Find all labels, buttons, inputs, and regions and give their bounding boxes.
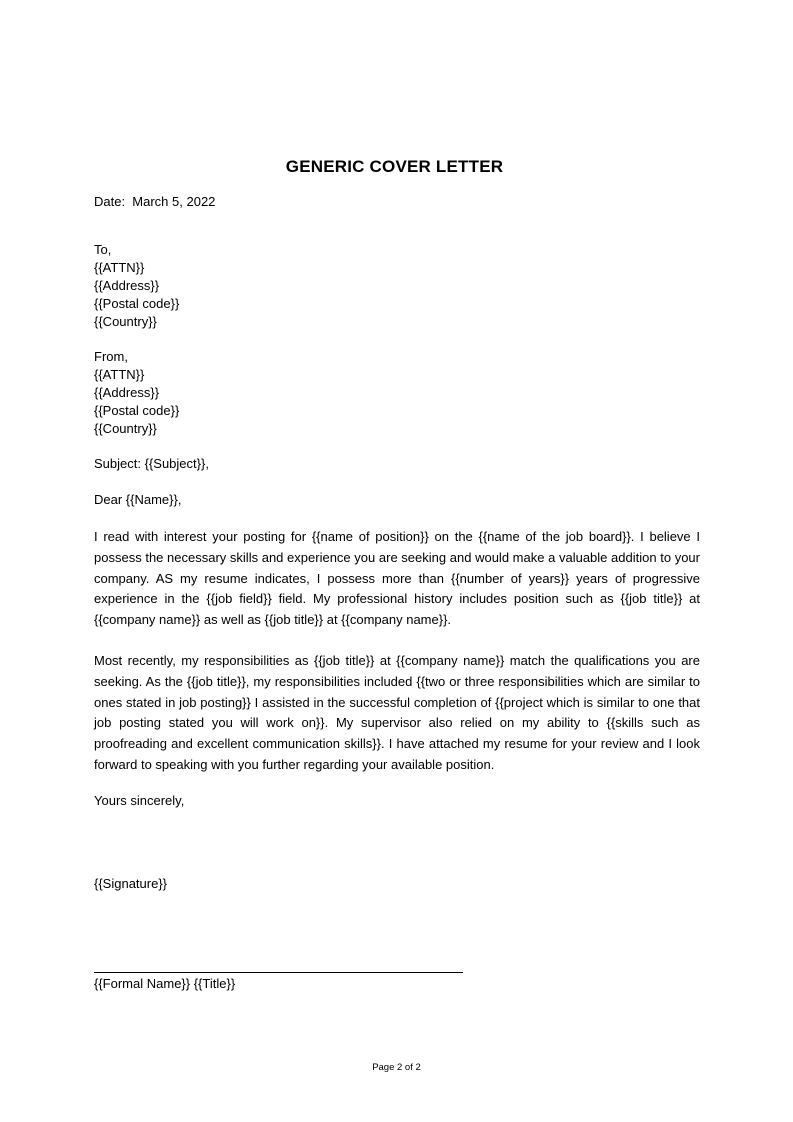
to-address: {{Address}}: [94, 278, 160, 293]
salutation: Dear {{Name}},: [94, 492, 182, 507]
to-postal-code: {{Postal code}}: [94, 296, 180, 311]
sender-address-block: [94, 348, 179, 438]
page-number-footer: Page 2 of 2: [372, 1062, 421, 1073]
from-label: From,: [94, 349, 128, 364]
document-title: GENERIC COVER LETTER: [285, 157, 504, 176]
from-country: {{Country}}: [94, 421, 157, 436]
body-paragraph: Most recently, my responsibilities as {{job title}} at {{company name}} match the qualifications you are seeking. As the {{job title}}, my responsibilities included {{two or three responsibilities which are similar to ones stated in job posting}} I assisted in the successful completion of {{project which is similar to one that job posting stated you will work on}}. My supervisor also relied on my ability to {{skills such as proofreading and excellent communication skills}}. I have attached my resume for your review and I look forward to speaking with you further regarding your available position.: [94, 653, 700, 772]
to-attn: {{ATTN}}: [94, 260, 145, 275]
signature-line: [94, 972, 463, 973]
from-attn: {{ATTN}}: [94, 367, 145, 382]
formal-name-title: {{Formal Name}} {{Title}}: [94, 976, 236, 991]
to-country: {{Country}}: [94, 314, 157, 329]
from-postal-code: {{Postal code}}: [94, 403, 180, 418]
to-label: To,: [94, 242, 112, 257]
from-address: {{Address}}: [94, 385, 160, 400]
signature-placeholder: {{Signature}}: [94, 876, 168, 891]
date-line: Date: March 5, 2022: [94, 194, 216, 209]
subject-line: Subject: {{Subject}},: [94, 456, 209, 471]
recipient-address-block: [94, 241, 179, 331]
closing: Yours sincerely,: [94, 793, 185, 808]
body-paragraph: I read with interest your posting for {{name of position}} on the {{name of the job board}}. I believe I possess the necessary skills and experience you are seeking and would make a valuable addition to your company. AS my resume indicates, I possess more than {{number of years}} years of progressive experience in the {{job field}} field. My professional history includes position such as {{job title}} at {{company name}} as well as {{job title}} at {{company name}}.: [94, 529, 700, 628]
